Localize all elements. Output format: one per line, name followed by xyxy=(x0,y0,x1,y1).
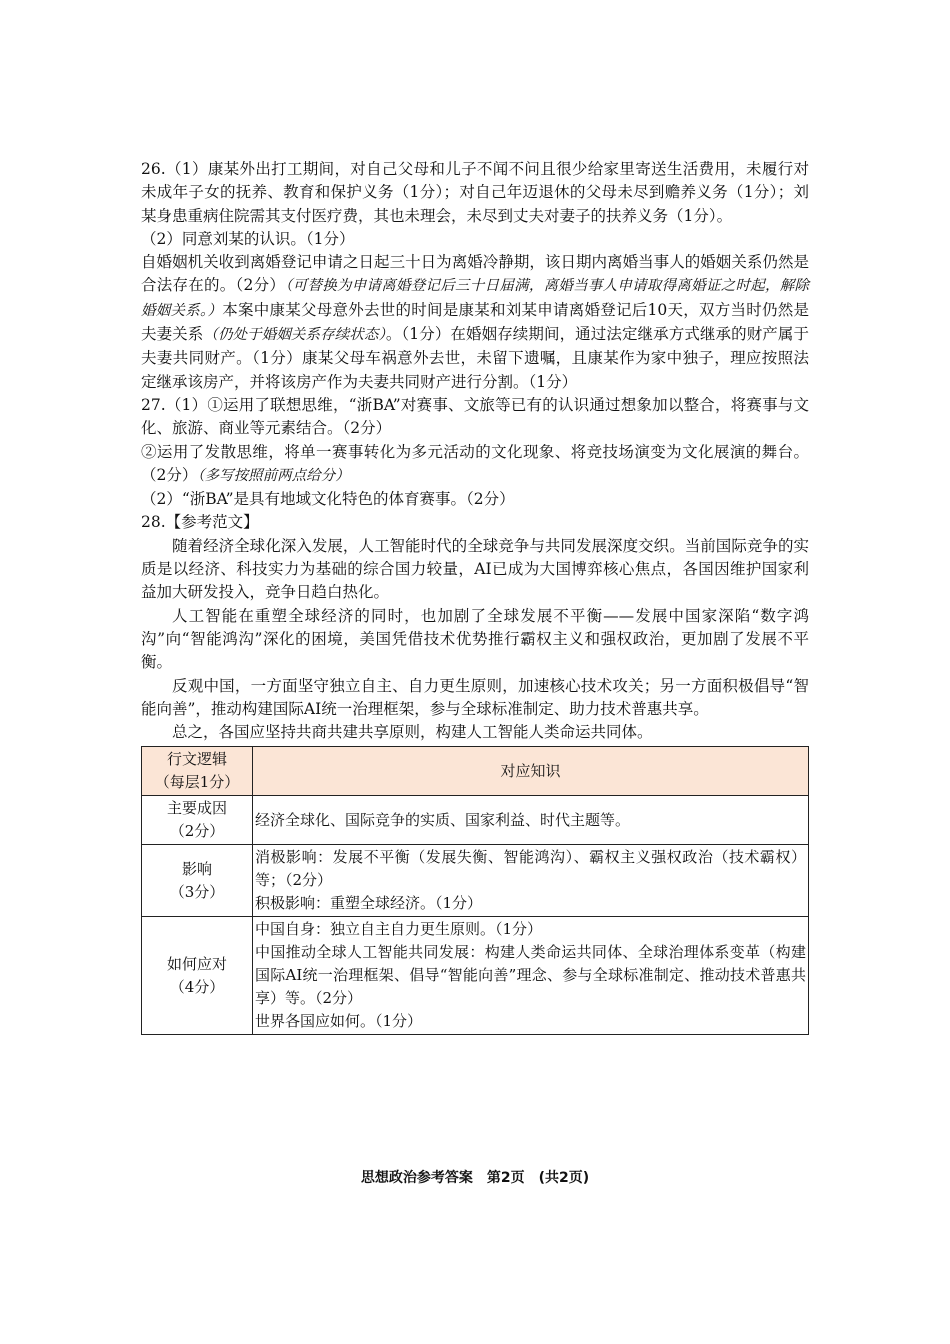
q27-part2: （2）“浙BA”是具有地域文化特色的体育赛事。（2分） xyxy=(141,490,515,509)
q26-note: （可替换为申请离婚登记后三十日届满，离婚当事人申请取得离婚证之时起，解除婚姻关系。） xyxy=(141,278,809,319)
scoring-table xyxy=(141,746,809,1035)
row-label: 影响 （3分） xyxy=(142,845,253,917)
table-row xyxy=(142,796,809,845)
table-header-row xyxy=(142,747,809,796)
q28-heading: 28.【参考范文】 xyxy=(141,513,259,532)
row-content: 消极影响：发展不平衡（发展失衡、智能鸿沟）、霸权主义强权政治（技术霸权）等；（2分） 积极影响：重塑全球经济。（1分） xyxy=(253,845,809,917)
page-footer: 思想政治参考答案 第2页 (共2页) xyxy=(360,1170,590,1186)
q26-part2-body: 自婚姻机关收到离婚登记申请之日起三十日为离婚冷静期，该日期内离婚当事人的婚姻关系仍然是合法存在的。（2分）（可替换为申请离婚登记后三十日届满，离婚当事人申请取得离婚证之时起，解除婚姻关系。）本案中康某父母意外去世的时间是康某和刘某申请离婚登记后10天，双方当时仍然是夫妻关系（仍处于婚姻关系存续状态）。（1分）在婚姻存续期间，通过法定继承方式继承的财产属于夫妻共同财产。（1分）康某父母车祸意外去世，未留下遗嘱，且康某作为家中独子，理应按照法定继承该房产，并将该房产作为夫妻共同财产进行分割。（1分） xyxy=(141,253,810,391)
q26-part1: 26.（1）康某外出打工期间，对自己父母和儿子不闻不问且很少给家里寄送生活费用，未履行对未成年子女的抚养、教育和保护义务（1分）；对自己年迈退休的父母未尽到赡养义务（1分）；刘某身患重病住院需其支付医疗费，其也未理会，未尽到丈夫对妻子的扶养义务（1分）。 xyxy=(141,160,809,225)
q28-para-4: 总之，各国应坚持共商共建共享原则，构建人工智能人类命运共同体。 xyxy=(172,723,653,742)
header-logic: 行文逻辑 （每层1分） xyxy=(142,747,253,796)
row-content: 经济全球化、国际竞争的实质、国家利益、时代主题等。 xyxy=(253,796,809,845)
q26-part2-heading: （2）同意刘某的认识。（1分） xyxy=(141,229,355,248)
q27-note: （多写按照前两点给分） xyxy=(197,467,350,484)
q28-para-1: 随着经济全球化深入发展，人工智能时代的全球竞争与共同发展深度交织。当前国际竞争的实质是以经济、科技实力为基础的综合国力较量，AI已成为大国博弈核心焦点，各国因维护国家利益加大研发投入，竞争日趋白热化。 xyxy=(141,536,809,602)
q27-part1b: ②运用了发散思维，将单一赛事转化为多元活动的文化现象、将竞技场演变为文化展演的舞台。（2分）（多写按照前两点给分） xyxy=(141,442,809,484)
table-row xyxy=(142,845,809,917)
header-knowledge: 对应知识 xyxy=(253,747,809,796)
q28-para-3: 反观中国，一方面坚守独立自主、自力更生原则，加速核心技术攻关；另一方面积极倡导“智能向善”，推动构建国际AI统一治理框架，参与全球标准制定、助力技术普惠共享。 xyxy=(141,676,809,718)
q26-note2: （仍处于婚姻关系存续状态） xyxy=(203,327,386,344)
q28-para-2: 人工智能在重塑全球经济的同时，也加剧了全球发展不平衡——发展中国家深陷“数字鸿沟”向“智能鸿沟”深化的困境，美国凭借技术优势推行霸权主义和强权政治，更加剧了发展不平衡。 xyxy=(141,606,809,672)
row-label: 如何应对 （4分） xyxy=(142,917,253,1035)
answer-content xyxy=(141,158,809,1035)
row-content: 中国自身：独立自主自力更生原则。（1分） 中国推动全球人工智能共同发展：构建人类命运共同体、全球治理体系变革（构建国际AI统一治理框架、倡导“智能向善”理念、参与全球标准制定、推动技术普惠共享）等。（2分） 世界各国应如何。（1分） xyxy=(253,917,809,1035)
q27-part1: 27.（1）①运用了联想思维，“浙BA”对赛事、文旅等已有的认识通过想象加以整合，将赛事与文化、旅游、商业等元素结合。（2分） xyxy=(141,395,809,438)
table-row xyxy=(142,917,809,1035)
row-label: 主要成因 （2分） xyxy=(142,796,253,845)
